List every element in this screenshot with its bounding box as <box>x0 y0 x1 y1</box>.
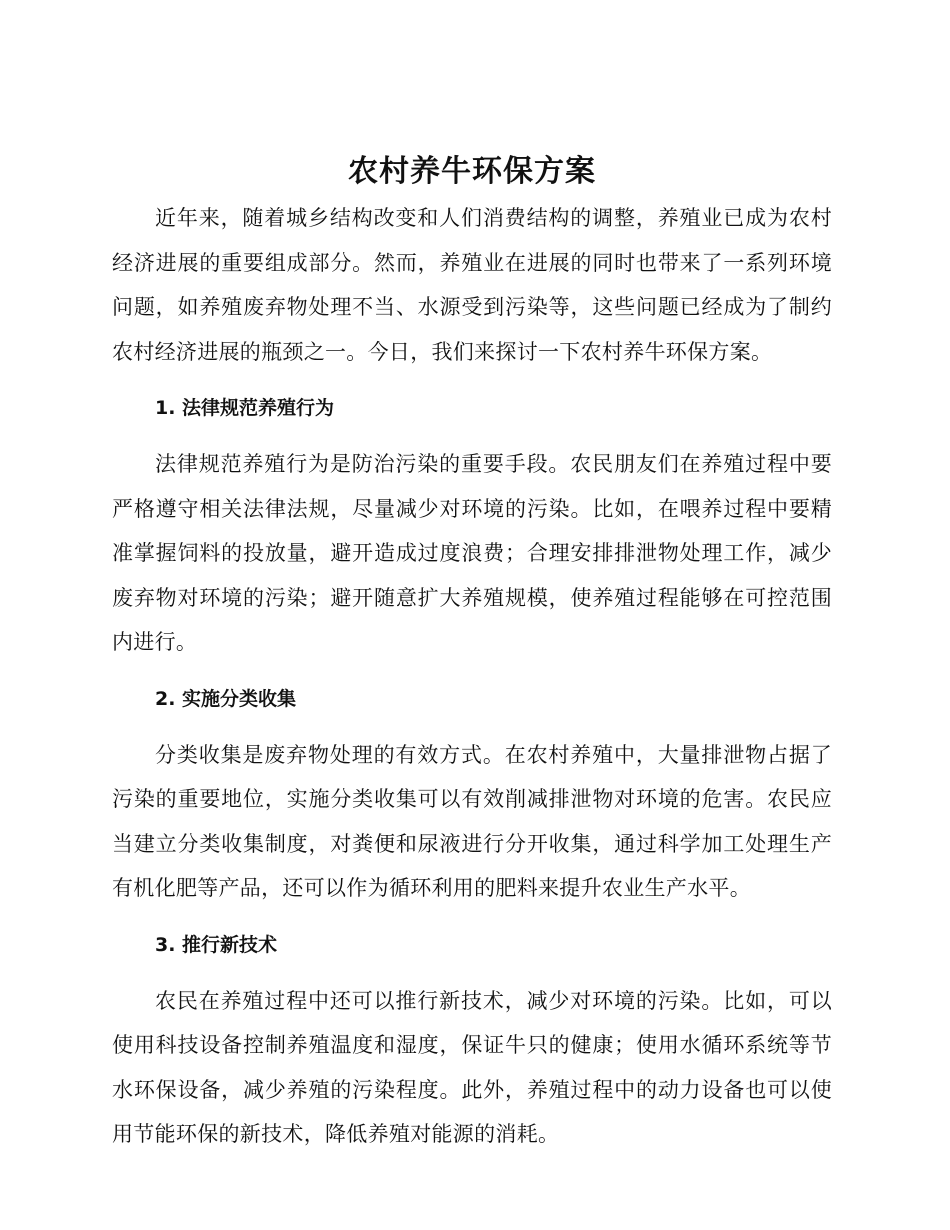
section-body-1: 法律规范养殖行为是防治污染的重要手段。农民朋友们在养殖过程中要严格遵守相关法律法规，尽量减少对环境的污染。比如，在喂养过程中要精准掌握饲料的投放量，避开造成过度浪费；合理安排排泄物处理工作，减少废弃物对环境的污染；避开随意扩大养殖规模，使养殖过程能够在可控范围内进行。 <box>112 452 832 654</box>
section-heading-1: 1. 法律规范养殖行为 <box>155 397 335 419</box>
section-2 <box>112 677 832 911</box>
page-title: 农村养牛环保方案 <box>348 154 596 189</box>
section-body-2: 分类收集是废弃物处理的有效方式。在农村养殖中，大量排泄物占据了污染的重要地位，实施分类收集可以有效削减排泄物对环境的危害。农民应当建立分类收集制度，对粪便和尿液进行分开收集，通过科学加工处理生产有机化肥等产品，还可以作为循环利用的肥料来提升农业生产水平。 <box>112 742 832 900</box>
section-heading-2: 2. 实施分类收集 <box>155 687 297 710</box>
section-body-3: 农民在养殖过程中还可以推行新技术，减少对环境的污染。比如，可以使用科技设备控制养殖温度和湿度，保证牛只的健康；使用水循环系统等节水环保设备，减少养殖的污染程度。此外，养殖过程中的动力设备也可以使用节能环保的新技术，降低养殖对能源的消耗。 <box>112 988 832 1146</box>
section-3 <box>112 923 832 1157</box>
section-heading-3: 3. 推行新技术 <box>155 933 278 956</box>
intro-paragraph: 近年来，随着城乡结构改变和人们消费结构的调整，养殖业已成为农村经济进展的重要组成部分。然而，养殖业在进展的同时也带来了一系列环境问题，如养殖废弃物处理不当、水源受到污染等，这些问题已经成为了制约农村经济进展的瓶颈之一。今日，我们来探讨一下农村养牛环保方案。 <box>112 206 832 364</box>
section-1 <box>112 386 832 665</box>
